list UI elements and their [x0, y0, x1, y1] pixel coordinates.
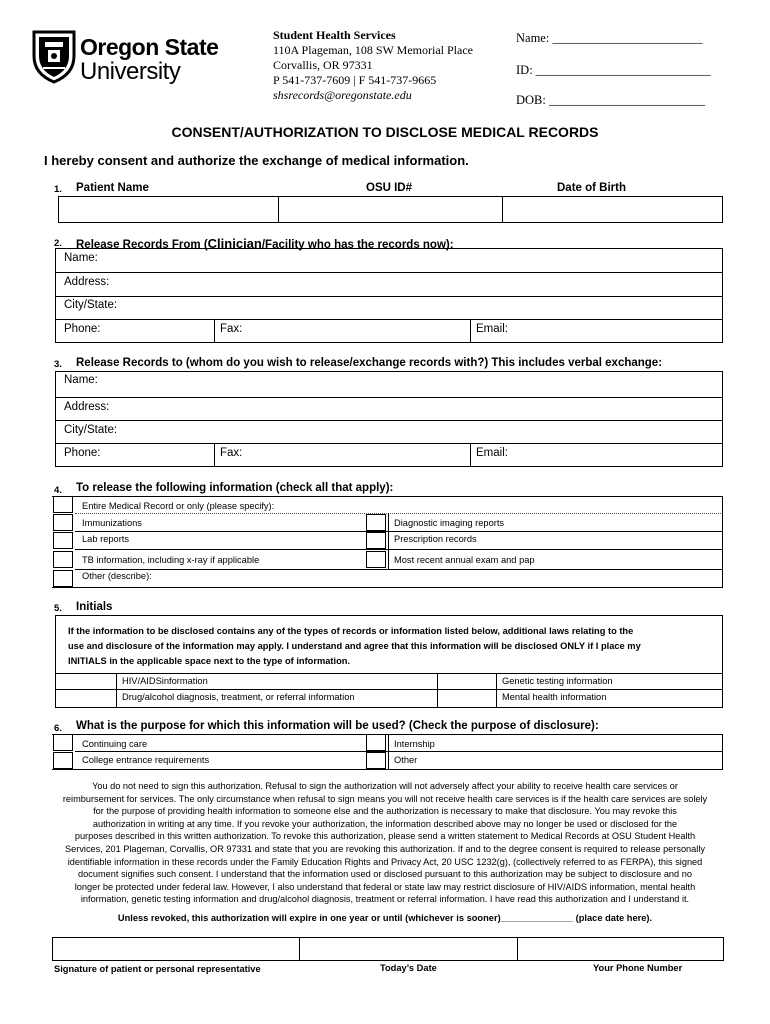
office-name: Student Health Services — [273, 28, 396, 42]
expiry-text: Unless revoked, this authorization will expire in one year or until (whichever is sooner)______________ (place date here). — [117, 913, 653, 923]
from-email-field[interactable]: Email: — [476, 323, 508, 335]
signature-label: Signature of patient or personal representative — [54, 964, 261, 974]
from-name-field[interactable]: Name: — [64, 252, 98, 264]
initials-notice: If the information to be disclosed contains any of the types of records or information listed below, additional laws relating to the use and disclosure of the information may apply. I understand and agree that this information will be disclosed ONLY if I place my INITIALS in the applicable space next to the type of information. — [68, 626, 641, 666]
section6-heading: What is the purpose for which this information will be used? (Check the purpose of disclosure): — [76, 720, 599, 732]
other-purpose-checkbox[interactable] — [366, 752, 386, 769]
signature-input[interactable] — [54, 939, 297, 959]
genetic-label: Genetic testing information — [502, 676, 613, 686]
prescription-checkbox[interactable] — [366, 532, 386, 549]
other-info-checkbox[interactable] — [53, 570, 73, 587]
to-email-field[interactable]: Email: — [476, 447, 508, 459]
college-entrance-label: College entrance requirements — [82, 755, 210, 765]
office-email: shsrecords@oregonstate.edu — [273, 88, 412, 102]
annual-exam-label: Most recent annual exam and pap — [394, 555, 535, 565]
phone-number-label: Your Phone Number — [593, 963, 683, 973]
hiv-label: HIV/AIDSinformation — [122, 676, 208, 686]
section1-number: 1. — [54, 184, 62, 195]
immunizations-label: Immunizations — [82, 518, 142, 528]
internship-checkbox[interactable] — [366, 734, 386, 751]
tb-info-label: TB information, including x-ray if applicable — [82, 555, 260, 565]
immunizations-checkbox[interactable] — [53, 514, 73, 531]
header-id-field[interactable]: ID: ____________________________ — [516, 63, 711, 77]
todays-date-input[interactable] — [301, 939, 515, 959]
to-phone-field[interactable]: Phone: — [64, 447, 101, 459]
continuing-care-label: Continuing care — [82, 739, 148, 749]
other-info-label: Other (describe): — [82, 571, 152, 581]
phone-number-input[interactable] — [519, 939, 722, 959]
genetic-initials-input[interactable] — [439, 675, 494, 688]
section2-heading: Release Records From (Clinician/Facility who has the records now): — [76, 236, 454, 251]
section3-heading: Release Records to (whom do you wish to release/exchange records with?) This includes verbal exchange: — [76, 357, 663, 369]
section6-number: 6. — [54, 723, 62, 734]
todays-date-label: Today’s Date — [380, 963, 437, 973]
release-to-table — [55, 371, 723, 467]
college-entrance-checkbox[interactable] — [53, 752, 73, 769]
phone-fax: P 541-737-7609 | F 541-737-9665 — [273, 73, 437, 87]
dob-input[interactable] — [504, 198, 721, 221]
header-name-field[interactable]: Name: ________________________ — [516, 31, 703, 45]
lab-reports-checkbox[interactable] — [53, 532, 73, 549]
imaging-checkbox[interactable] — [366, 514, 386, 531]
drug-label: Drug/alcohol diagnosis, treatment, or referral information — [122, 692, 355, 702]
header-dob-field[interactable]: DOB: _________________________ — [516, 93, 706, 107]
intro-text: I hereby consent and authorize the exchange of medical information. — [44, 153, 469, 168]
mental-initials-input[interactable] — [439, 691, 494, 706]
section4-number: 4. — [54, 485, 62, 496]
address-line2: Corvallis, OR 97331 — [273, 58, 373, 72]
authorization-legal-text: You do not need to sign this authorization. Refusal to sign the authorization will not adversely affect your ability to receive health care services or reimbursement for services. The only circumstance when refusal to sign means you will not receive health care services is if the health care services are solely for the purpose of providing health information to someone else and the authorization is necessary to make that disclosure. You may revoke this authorization in writing at any time. If you revoke your authorization, the information described above may no longer be used or disclosed for the purposes described in this written authorization. To revoke this authorization, please send a written statement to Medical Records at OSU Student Health Services, 201 Plageman, Corvallis, OR 97331 and state that you are revoking this authorization. If and to the degree consent is required to release personally identifiable information in these records under the Family Education Rights and Privacy Act, 20 USC 1232(g), (collectively referred to as FERPA), this signed document signifies such consent. I understand that the information used or disclosed pursuant to this authorization may be subject to disclosure and no longer be protected under federal law. However, I also understand that federal or state law may restrict disclosure of HIV/AIDS information, mental health information, genetic testing information and drug/alcohol diagnosis, treatment or referral information. I have read this authorization and I understand it. — [62, 781, 708, 905]
prescription-label: Prescription records — [394, 534, 477, 544]
logo-line2: University — [80, 58, 181, 85]
logo-line1: Oregon State — [80, 34, 219, 60]
annual-exam-checkbox[interactable] — [366, 551, 386, 568]
osu-id-input[interactable] — [280, 198, 500, 221]
mental-label: Mental health information — [502, 692, 607, 702]
entire-record-checkbox[interactable] — [53, 496, 73, 513]
address-line1: 110A Plageman, 108 SW Memorial Place — [273, 43, 473, 57]
section4-heading: To release the following information (check all that apply): — [76, 482, 394, 494]
section2-number: 2. — [54, 238, 62, 249]
entire-record-label: Entire Medical Record or only (please specify): — [82, 501, 275, 511]
to-name-field[interactable]: Name: — [64, 374, 98, 386]
lab-reports-label: Lab reports — [82, 534, 130, 544]
imaging-label: Diagnostic imaging reports — [394, 518, 505, 528]
internship-label: Internship — [394, 739, 435, 749]
from-phone-field[interactable]: Phone: — [64, 323, 101, 335]
osu-id-header: OSU ID# — [366, 182, 413, 194]
to-fax-field[interactable]: Fax: — [220, 447, 243, 459]
from-city-field[interactable]: City/State: — [64, 299, 118, 311]
other-purpose-label: Other — [394, 755, 418, 765]
section5-number: 5. — [54, 603, 62, 614]
hiv-initials-input[interactable] — [57, 675, 114, 688]
dob-header: Date of Birth — [557, 182, 626, 194]
from-address-field[interactable]: Address: — [64, 276, 110, 288]
form-title: CONSENT/AUTHORIZATION TO DISCLOSE MEDICAL RECORDS — [171, 124, 599, 140]
patient-name-header: Patient Name — [76, 182, 149, 194]
continuing-care-checkbox[interactable] — [53, 734, 73, 751]
section5-heading: Initials — [76, 601, 113, 613]
to-city-field[interactable]: City/State: — [64, 424, 118, 436]
patient-name-input[interactable] — [60, 198, 276, 221]
section3-number: 3. — [54, 359, 62, 370]
drug-initials-input[interactable] — [57, 691, 114, 706]
osu-seal-icon — [30, 26, 78, 84]
to-address-field[interactable]: Address: — [64, 401, 110, 413]
from-fax-field[interactable]: Fax: — [220, 323, 243, 335]
tb-info-checkbox[interactable] — [53, 551, 73, 568]
